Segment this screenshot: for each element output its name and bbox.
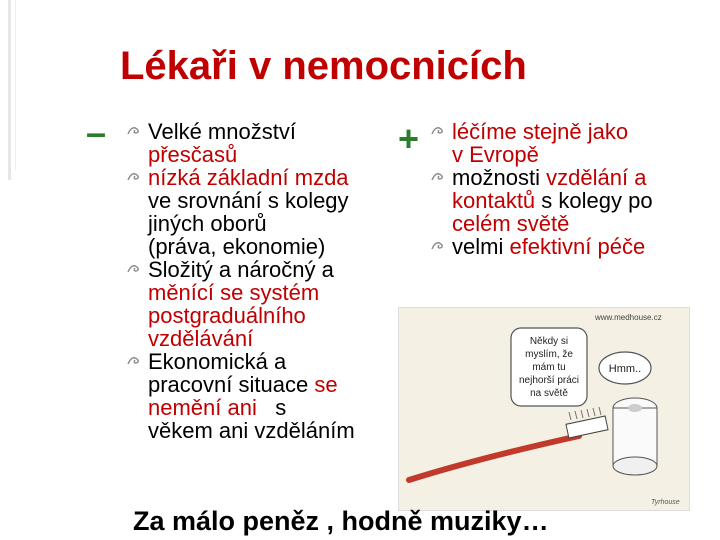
bubble1-line: mám tu bbox=[532, 362, 566, 373]
bullet-text: pracovní situace bbox=[148, 372, 315, 397]
bullet-line bbox=[148, 212, 401, 235]
bullet-line bbox=[452, 235, 700, 258]
bullet-line bbox=[148, 304, 401, 327]
left-decor-line bbox=[15, 0, 16, 170]
bullet-line bbox=[148, 396, 401, 419]
bullet-line bbox=[148, 235, 401, 258]
bullet-text: nemění ani bbox=[148, 395, 276, 420]
bullet-line bbox=[452, 143, 700, 166]
bullet-item bbox=[430, 166, 700, 235]
bullet-text: (práva, ekonomie) bbox=[148, 234, 326, 259]
bullet-swirl-icon bbox=[126, 353, 144, 367]
bullet-text: Velké množství bbox=[148, 119, 296, 144]
bullet-swirl-icon bbox=[430, 123, 448, 137]
bullet-text: kontaktů bbox=[452, 188, 536, 213]
disadvantages-list bbox=[126, 120, 401, 442]
bullet-text: jiných oborů bbox=[148, 211, 267, 236]
bullet-text: Ekonomická a bbox=[148, 349, 287, 374]
bullet-line bbox=[148, 258, 401, 281]
bullet-line bbox=[148, 350, 401, 373]
bullet-line bbox=[452, 120, 700, 143]
bullet-line bbox=[452, 189, 700, 212]
bullet-swirl-icon bbox=[430, 169, 448, 183]
bullet-text: vzdělávání bbox=[148, 326, 254, 351]
bullet-text: možnosti bbox=[452, 165, 547, 190]
bubble2-text: Hmm.. bbox=[608, 363, 642, 375]
bullet-text: přesčasů bbox=[148, 142, 238, 167]
bubble1-line: nejhorší práci bbox=[518, 375, 580, 386]
bullet-text: měnící se systém bbox=[148, 280, 320, 305]
bullet-item bbox=[430, 120, 700, 166]
bullet-item bbox=[126, 120, 401, 166]
bullet-line bbox=[452, 212, 700, 235]
footer-caption: Za málo peněz , hodně muziky… bbox=[133, 506, 549, 536]
bullet-swirl-icon bbox=[126, 261, 144, 275]
bullet-line bbox=[148, 166, 401, 189]
bullet-text: se bbox=[314, 372, 338, 397]
bullet-item bbox=[126, 166, 401, 258]
bullet-line bbox=[148, 419, 401, 442]
cartoon-site: www.medhouse.cz bbox=[595, 313, 662, 322]
bullet-item bbox=[430, 235, 700, 258]
bullet-line bbox=[148, 189, 401, 212]
advantages-list bbox=[430, 120, 700, 258]
cartoon-signature: Tyrhouse bbox=[651, 499, 680, 506]
bubble1-line: na světě bbox=[530, 388, 568, 399]
slide-title: Lékaři v nemocnicích bbox=[120, 44, 527, 88]
bullet-line bbox=[148, 281, 401, 304]
bullet-text: celém světě bbox=[452, 211, 570, 236]
bubble1-line: myslím, že bbox=[525, 349, 573, 360]
bullet-text: vzdělání a bbox=[546, 165, 647, 190]
bullet-swirl-icon bbox=[126, 169, 144, 183]
bullet-text: postgraduálního bbox=[148, 303, 306, 328]
bullet-line bbox=[148, 143, 401, 166]
bullet-text: věkem ani vzděláním bbox=[148, 418, 355, 443]
bullet-text: v Evropě bbox=[452, 142, 539, 167]
bullet-text: s bbox=[275, 395, 287, 420]
bullet-text: nízká základní mzda bbox=[148, 165, 349, 190]
cartoon-drawing bbox=[399, 308, 689, 510]
bullet-text: ve srovnání s kolegy bbox=[148, 188, 349, 213]
bullet-item bbox=[126, 258, 401, 350]
plus-sign: + bbox=[398, 118, 420, 159]
bullet-swirl-icon bbox=[430, 238, 448, 252]
bullet-text: léčíme stejně jako bbox=[452, 119, 629, 144]
left-decor-bar bbox=[8, 0, 11, 180]
bullet-text: efektivní péče bbox=[509, 234, 646, 259]
bullet-text: s kolegy po bbox=[535, 188, 653, 213]
bullet-text: Složitý a náročný a bbox=[148, 257, 334, 282]
bullet-line bbox=[148, 327, 401, 350]
cartoon-illustration bbox=[398, 307, 690, 511]
bullet-swirl-icon bbox=[126, 123, 144, 137]
bullet-line bbox=[148, 373, 401, 396]
bubble1-line: Někdy si bbox=[529, 336, 569, 347]
bullet-text: velmi bbox=[452, 234, 510, 259]
bullet-line bbox=[148, 120, 401, 143]
minus-sign: – bbox=[86, 112, 107, 153]
bullet-item bbox=[126, 350, 401, 442]
bullet-line bbox=[452, 166, 700, 189]
